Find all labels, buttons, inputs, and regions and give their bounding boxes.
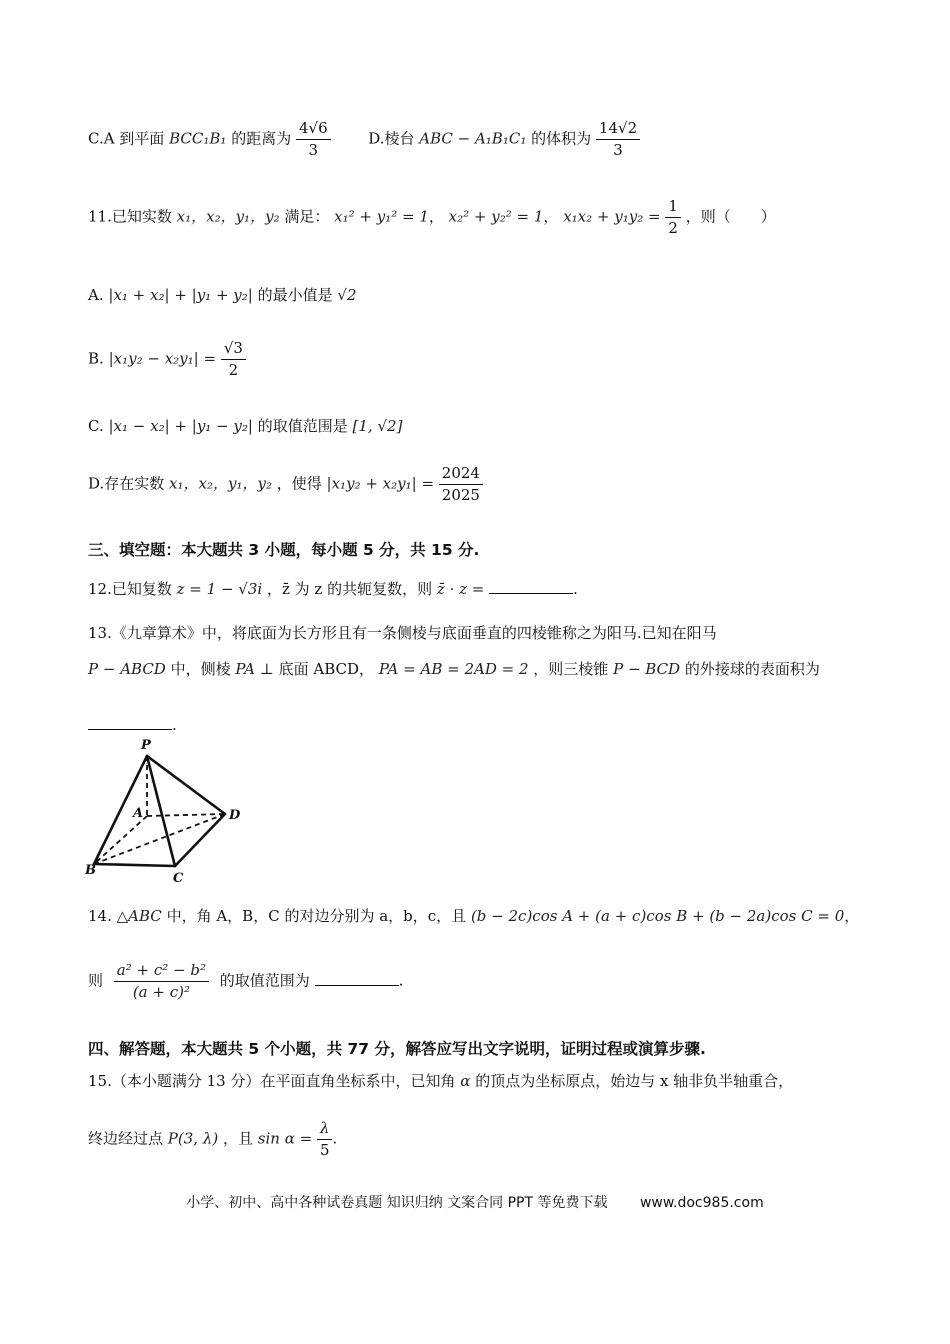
q14-line2 [88,960,890,1003]
q10-d-fraction [596,118,640,161]
q11-option-a [88,285,890,306]
q11-d-den: 2025 [441,486,480,504]
q11-a-prefix: A. [88,286,104,304]
q13-answer-line [88,714,890,736]
q11-d-vars: x₁，x₂，y₁，y₂ [169,474,272,493]
edge-bc [94,864,175,866]
q13-text2: 底面 ABCD， [278,660,375,678]
q13-math4: P − BCD [613,660,681,678]
q11-vars: x₁，x₂，y₁，y₂ [176,207,280,226]
section-4-heading: 四、解答题，本大题共 5 个小题，共 77 分，解答应写出文字说明，证明过程或演算步骤. [88,1040,706,1058]
edge-ab-hidden [94,816,147,864]
q14-end: . [398,971,404,990]
footer-text: 小学、初中、高中各种试卷真题 知识归纳 文案合同 PPT 等免费下载 [186,1195,608,1211]
q11-d-text: ，使得 [276,474,322,493]
q14-text2: 的取值范围为 [219,971,310,990]
q11-cond3-den: 2 [668,219,678,237]
q11-cond3-num: 1 [665,196,681,218]
q10-d-prefix: D.棱台 [368,129,415,148]
q15-line2a: 终边经过点 [88,1129,164,1148]
footer-url-link[interactable]: www.doc985.com [639,1195,764,1211]
label-a: A [133,806,144,821]
q10-c-mid: 的距离为 [231,129,292,148]
q13-math2: PA ⊥ [235,660,274,678]
q15-line2 [88,1118,890,1161]
label-c: C [173,871,184,886]
edge-ad-hidden [147,814,225,816]
q12 [88,578,890,600]
q14-line1 [88,906,890,927]
q14-num: a² + c² − b² [114,960,209,982]
label-p: P [141,738,151,753]
page-footer [0,1192,950,1212]
q11-b-den: 2 [228,361,239,379]
q13-text3: ，则三棱锥 [533,660,609,678]
label-d: D [229,808,241,823]
q15-alpha: α [460,1072,471,1090]
q10-c-den: 3 [308,141,319,159]
q15-point: P(3, λ) [167,1129,219,1148]
q15-end: . [332,1129,338,1148]
q11-b-fraction [221,338,246,381]
q10-c-fraction [296,118,331,161]
q12-mid: ，z̄ 为 z 的共轭复数，则 [266,580,433,598]
q15-sin-left: sin α = [257,1129,313,1148]
q15-line1a: 15.（本小题满分 13 分）在平面直角坐标系中，已知角 [88,1072,456,1090]
q11-option-c [88,416,890,437]
q12-expr: z̄ · z = [436,580,485,598]
q13-math3: PA = AB = 2AD = 2 [378,660,529,678]
q12-prefix: 12.已知复数 [88,580,172,598]
q13-line1: 13.《九章算术》中，将底面为长方形且有一条侧棱与底面垂直的四棱锥称之为阳马.已知在阳马 [88,624,717,642]
q10-c-num: 4√6 [296,118,331,140]
q12-answer-blank[interactable] [489,578,573,594]
q10-options-cd [88,118,890,161]
q11-a-math: |x₁ + x₂| + |y₁ + y₂| [108,286,253,304]
pyramid-figure [80,736,250,886]
q13-text1: 中，侧棱 [170,660,231,678]
q11-c-val: [1, √2] [352,417,403,435]
q14-equation: (b − 2c)cos A + (a + c)cos B + (b − 2a)cos C = 0 [470,907,845,925]
q13-math1: P − ABCD [88,660,166,678]
q15-sin-num: λ [317,1118,333,1140]
q11-d-fraction [439,463,483,506]
q11-stem: 11.已知实数 x₁，x₂，y₁，y₂ 满足： x₁² + y₁² = 1， x₂² + y₂² = 1， x₁x₂ + y₁y₂ = $\frac{1}{2}$ ，则（ ） [88,197,776,237]
q14-prefix: 14. [88,907,112,925]
q14-text1: 中，角 A，B，C 的对边分别为 a，b，c，且 [166,907,467,925]
q13-text4: 的外接球的表面积为 [684,660,820,678]
q11-c-math: |x₁ − x₂| + |y₁ − y₂| [108,417,253,435]
q11-cond2: x₂² + y₂² = 1 [448,207,544,226]
q15-line1 [88,1071,890,1092]
q11-d-num: 2024 [439,463,483,485]
q14-fraction [114,960,209,1003]
q14-triangle: △ABC [116,907,162,925]
q13-answer-blank[interactable] [88,714,172,730]
q10-d-den: 3 [613,141,623,159]
q15-line1b: 的顶点为坐标原点，始边与 x 轴非负半轴重合， [475,1072,794,1090]
q13-end: . [172,716,177,734]
q11-d-prefix: D.存在实数 [88,474,165,493]
q15-line2b: ，且 [222,1129,253,1148]
q11-b-num: √3 [221,338,246,360]
edge-cd [175,814,225,866]
q10-d-num: 14√2 [596,118,640,140]
q11-a-val: √2 [337,286,357,304]
q11-cond1: x₁² + y₁² = 1 [334,207,429,226]
q11-prefix: 11.已知实数 [88,207,172,226]
q14-den: (a + c)² [132,983,190,1001]
q11-suffix: ，则（ ） [685,207,776,226]
q14-answer-blank[interactable] [315,970,399,986]
q11-option-b [88,338,890,381]
q11-mid: 满足： [284,207,330,226]
q12-z-def: z = 1 − √3i [176,580,263,598]
q10-c-math: BCC₁B₁ [169,129,227,148]
q11-c-prefix: C. [88,417,104,435]
q10-d-mid: 的体积为 [531,129,592,148]
label-b: B [85,863,96,878]
q11-a-text: 的最小值是 [257,286,333,304]
q13-line2 [88,659,890,680]
q11-option-d [88,463,890,506]
section-3-heading: 三、填空题：本大题共 3 小题，每小题 5 分，共 15 分. [88,541,480,559]
q11-cond3-left: x₁x₂ + y₁y₂ = [563,207,661,226]
q14-comma: ， [844,907,860,925]
q10-d-math: ABC − A₁B₁C₁ [419,129,527,148]
q11-d-math: |x₁y₂ + x₂y₁| = [326,474,435,493]
q15-sin-den: 5 [319,1141,330,1159]
q15-sin-fraction [317,1118,333,1161]
q14-then: 则 [88,971,104,990]
q10-c-prefix: C.A 到平面 [88,129,165,148]
q12-end: . [573,580,578,598]
q11-b-math: |x₁y₂ − x₂y₁| = [108,349,217,368]
q11-b-prefix: B. [88,349,104,368]
q11-cond3-fraction [665,196,681,239]
q11-c-text: 的取值范围是 [257,417,348,435]
